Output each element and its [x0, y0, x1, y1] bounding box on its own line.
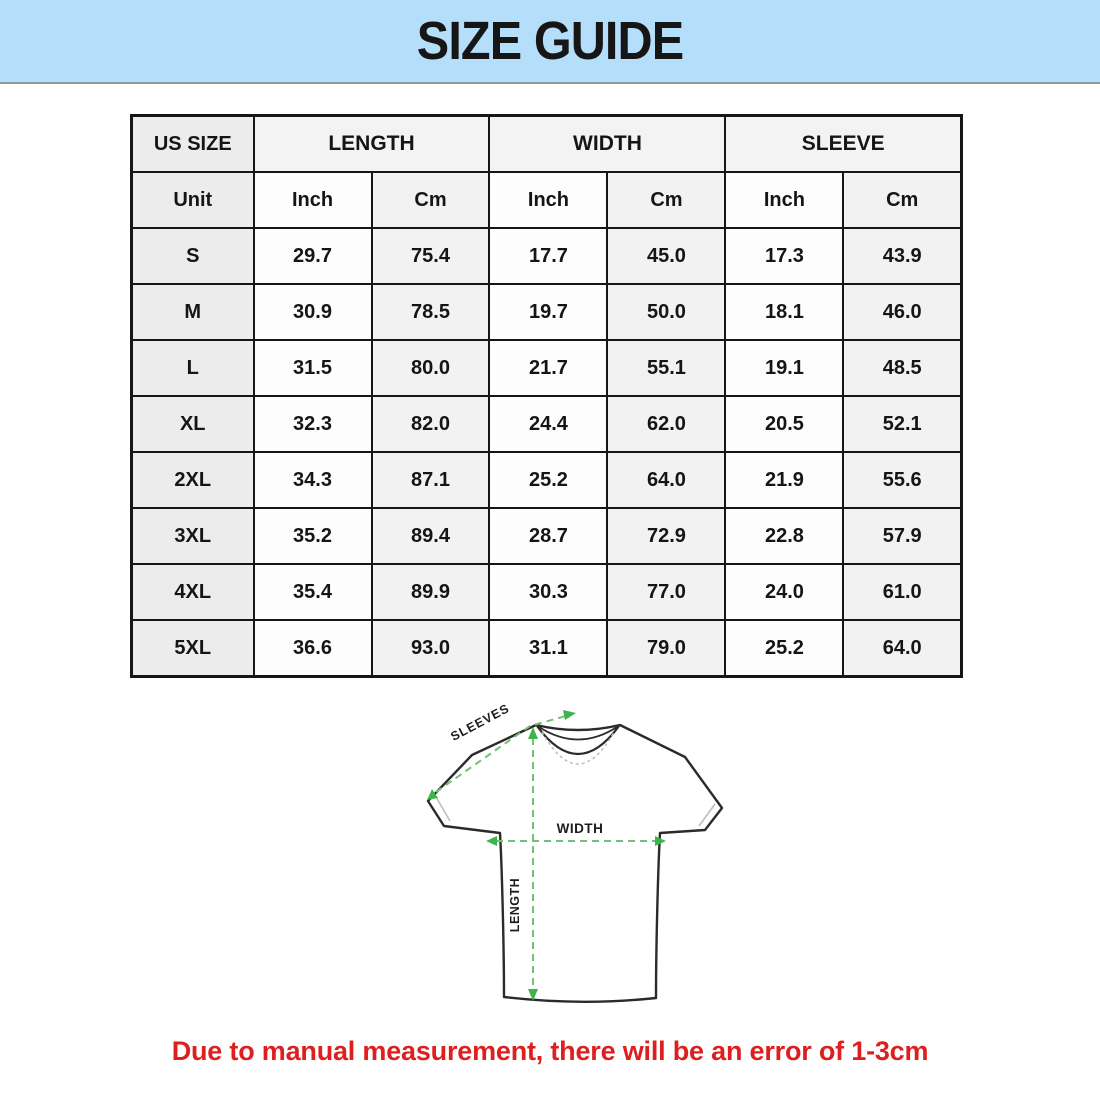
- size-guide-banner: [0, 0, 1100, 84]
- group-header-row: [132, 116, 962, 173]
- value-cell: 89.4: [372, 508, 490, 564]
- size-cell: L: [132, 340, 254, 396]
- size-cell: 3XL: [132, 508, 254, 564]
- unit-header-row: [132, 172, 962, 228]
- size-cell: 2XL: [132, 452, 254, 508]
- value-cell: 25.2: [489, 452, 607, 508]
- size-cell: M: [132, 284, 254, 340]
- value-cell: 52.1: [843, 396, 961, 452]
- table-row: [132, 564, 962, 620]
- value-cell: 17.7: [489, 228, 607, 284]
- table-row: [132, 452, 962, 508]
- value-cell: 57.9: [843, 508, 961, 564]
- value-cell: 61.0: [843, 564, 961, 620]
- unit-cell-length-inch: Inch: [254, 172, 372, 228]
- value-cell: 31.5: [254, 340, 372, 396]
- value-cell: 24.0: [725, 564, 843, 620]
- size-cell: 4XL: [132, 564, 254, 620]
- value-cell: 36.6: [254, 620, 372, 677]
- value-cell: 20.5: [725, 396, 843, 452]
- value-cell: 28.7: [489, 508, 607, 564]
- table-row: [132, 228, 962, 284]
- value-cell: 24.4: [489, 396, 607, 452]
- value-cell: 82.0: [372, 396, 490, 452]
- value-cell: 21.9: [725, 452, 843, 508]
- unit-cell-sleeve-cm: Cm: [843, 172, 961, 228]
- value-cell: 25.2: [725, 620, 843, 677]
- value-cell: 50.0: [607, 284, 725, 340]
- unit-cell-width-inch: Inch: [489, 172, 607, 228]
- table-row: [132, 340, 962, 396]
- length-label: LENGTH: [508, 877, 522, 933]
- size-cell: XL: [132, 396, 254, 452]
- col-header-length: LENGTH: [254, 116, 490, 173]
- value-cell: 75.4: [372, 228, 490, 284]
- unit-label-cell: Unit: [132, 172, 254, 228]
- value-cell: 30.9: [254, 284, 372, 340]
- value-cell: 35.4: [254, 564, 372, 620]
- unit-cell-length-cm: Cm: [372, 172, 490, 228]
- value-cell: 55.6: [843, 452, 961, 508]
- value-cell: 19.1: [725, 340, 843, 396]
- measurement-note: Due to manual measurement, there will be an error of 1-3cm: [171, 1036, 929, 1066]
- value-cell: 32.3: [254, 396, 372, 452]
- table-row: [132, 620, 962, 677]
- col-header-sleeve: SLEEVE: [725, 116, 961, 173]
- tshirt-measurement-diagram: [420, 700, 742, 1020]
- value-cell: 43.9: [843, 228, 961, 284]
- tshirt-outline: [428, 725, 722, 1002]
- sleeves-arrow-right-head: [563, 710, 576, 720]
- value-cell: 79.0: [607, 620, 725, 677]
- value-cell: 21.7: [489, 340, 607, 396]
- value-cell: 64.0: [843, 620, 961, 677]
- value-cell: 34.3: [254, 452, 372, 508]
- value-cell: 17.3: [725, 228, 843, 284]
- sleeves-label: SLEEVES: [448, 701, 512, 744]
- value-cell: 93.0: [372, 620, 490, 677]
- width-label: WIDTH: [556, 821, 604, 836]
- table-row: [132, 396, 962, 452]
- value-cell: 22.8: [725, 508, 843, 564]
- width-arrow-left-head: [486, 836, 497, 846]
- value-cell: 87.1: [372, 452, 490, 508]
- value-cell: 18.1: [725, 284, 843, 340]
- value-cell: 19.7: [489, 284, 607, 340]
- col-header-width: WIDTH: [489, 116, 725, 173]
- table-row: [132, 284, 962, 340]
- page-title: SIZE GUIDE: [416, 11, 684, 71]
- value-cell: 31.1: [489, 620, 607, 677]
- value-cell: 77.0: [607, 564, 725, 620]
- size-cell: S: [132, 228, 254, 284]
- value-cell: 78.5: [372, 284, 490, 340]
- value-cell: 62.0: [607, 396, 725, 452]
- value-cell: 64.0: [607, 452, 725, 508]
- value-cell: 89.9: [372, 564, 490, 620]
- value-cell: 72.9: [607, 508, 725, 564]
- col-header-us-size: US SIZE: [132, 116, 254, 173]
- value-cell: 46.0: [843, 284, 961, 340]
- unit-cell-width-cm: Cm: [607, 172, 725, 228]
- value-cell: 35.2: [254, 508, 372, 564]
- value-cell: 29.7: [254, 228, 372, 284]
- value-cell: 55.1: [607, 340, 725, 396]
- value-cell: 30.3: [489, 564, 607, 620]
- value-cell: 45.0: [607, 228, 725, 284]
- table-row: [132, 508, 962, 564]
- value-cell: 48.5: [843, 340, 961, 396]
- size-cell: 5XL: [132, 620, 254, 677]
- unit-cell-sleeve-inch: Inch: [725, 172, 843, 228]
- size-chart-table: [130, 114, 963, 678]
- value-cell: 80.0: [372, 340, 490, 396]
